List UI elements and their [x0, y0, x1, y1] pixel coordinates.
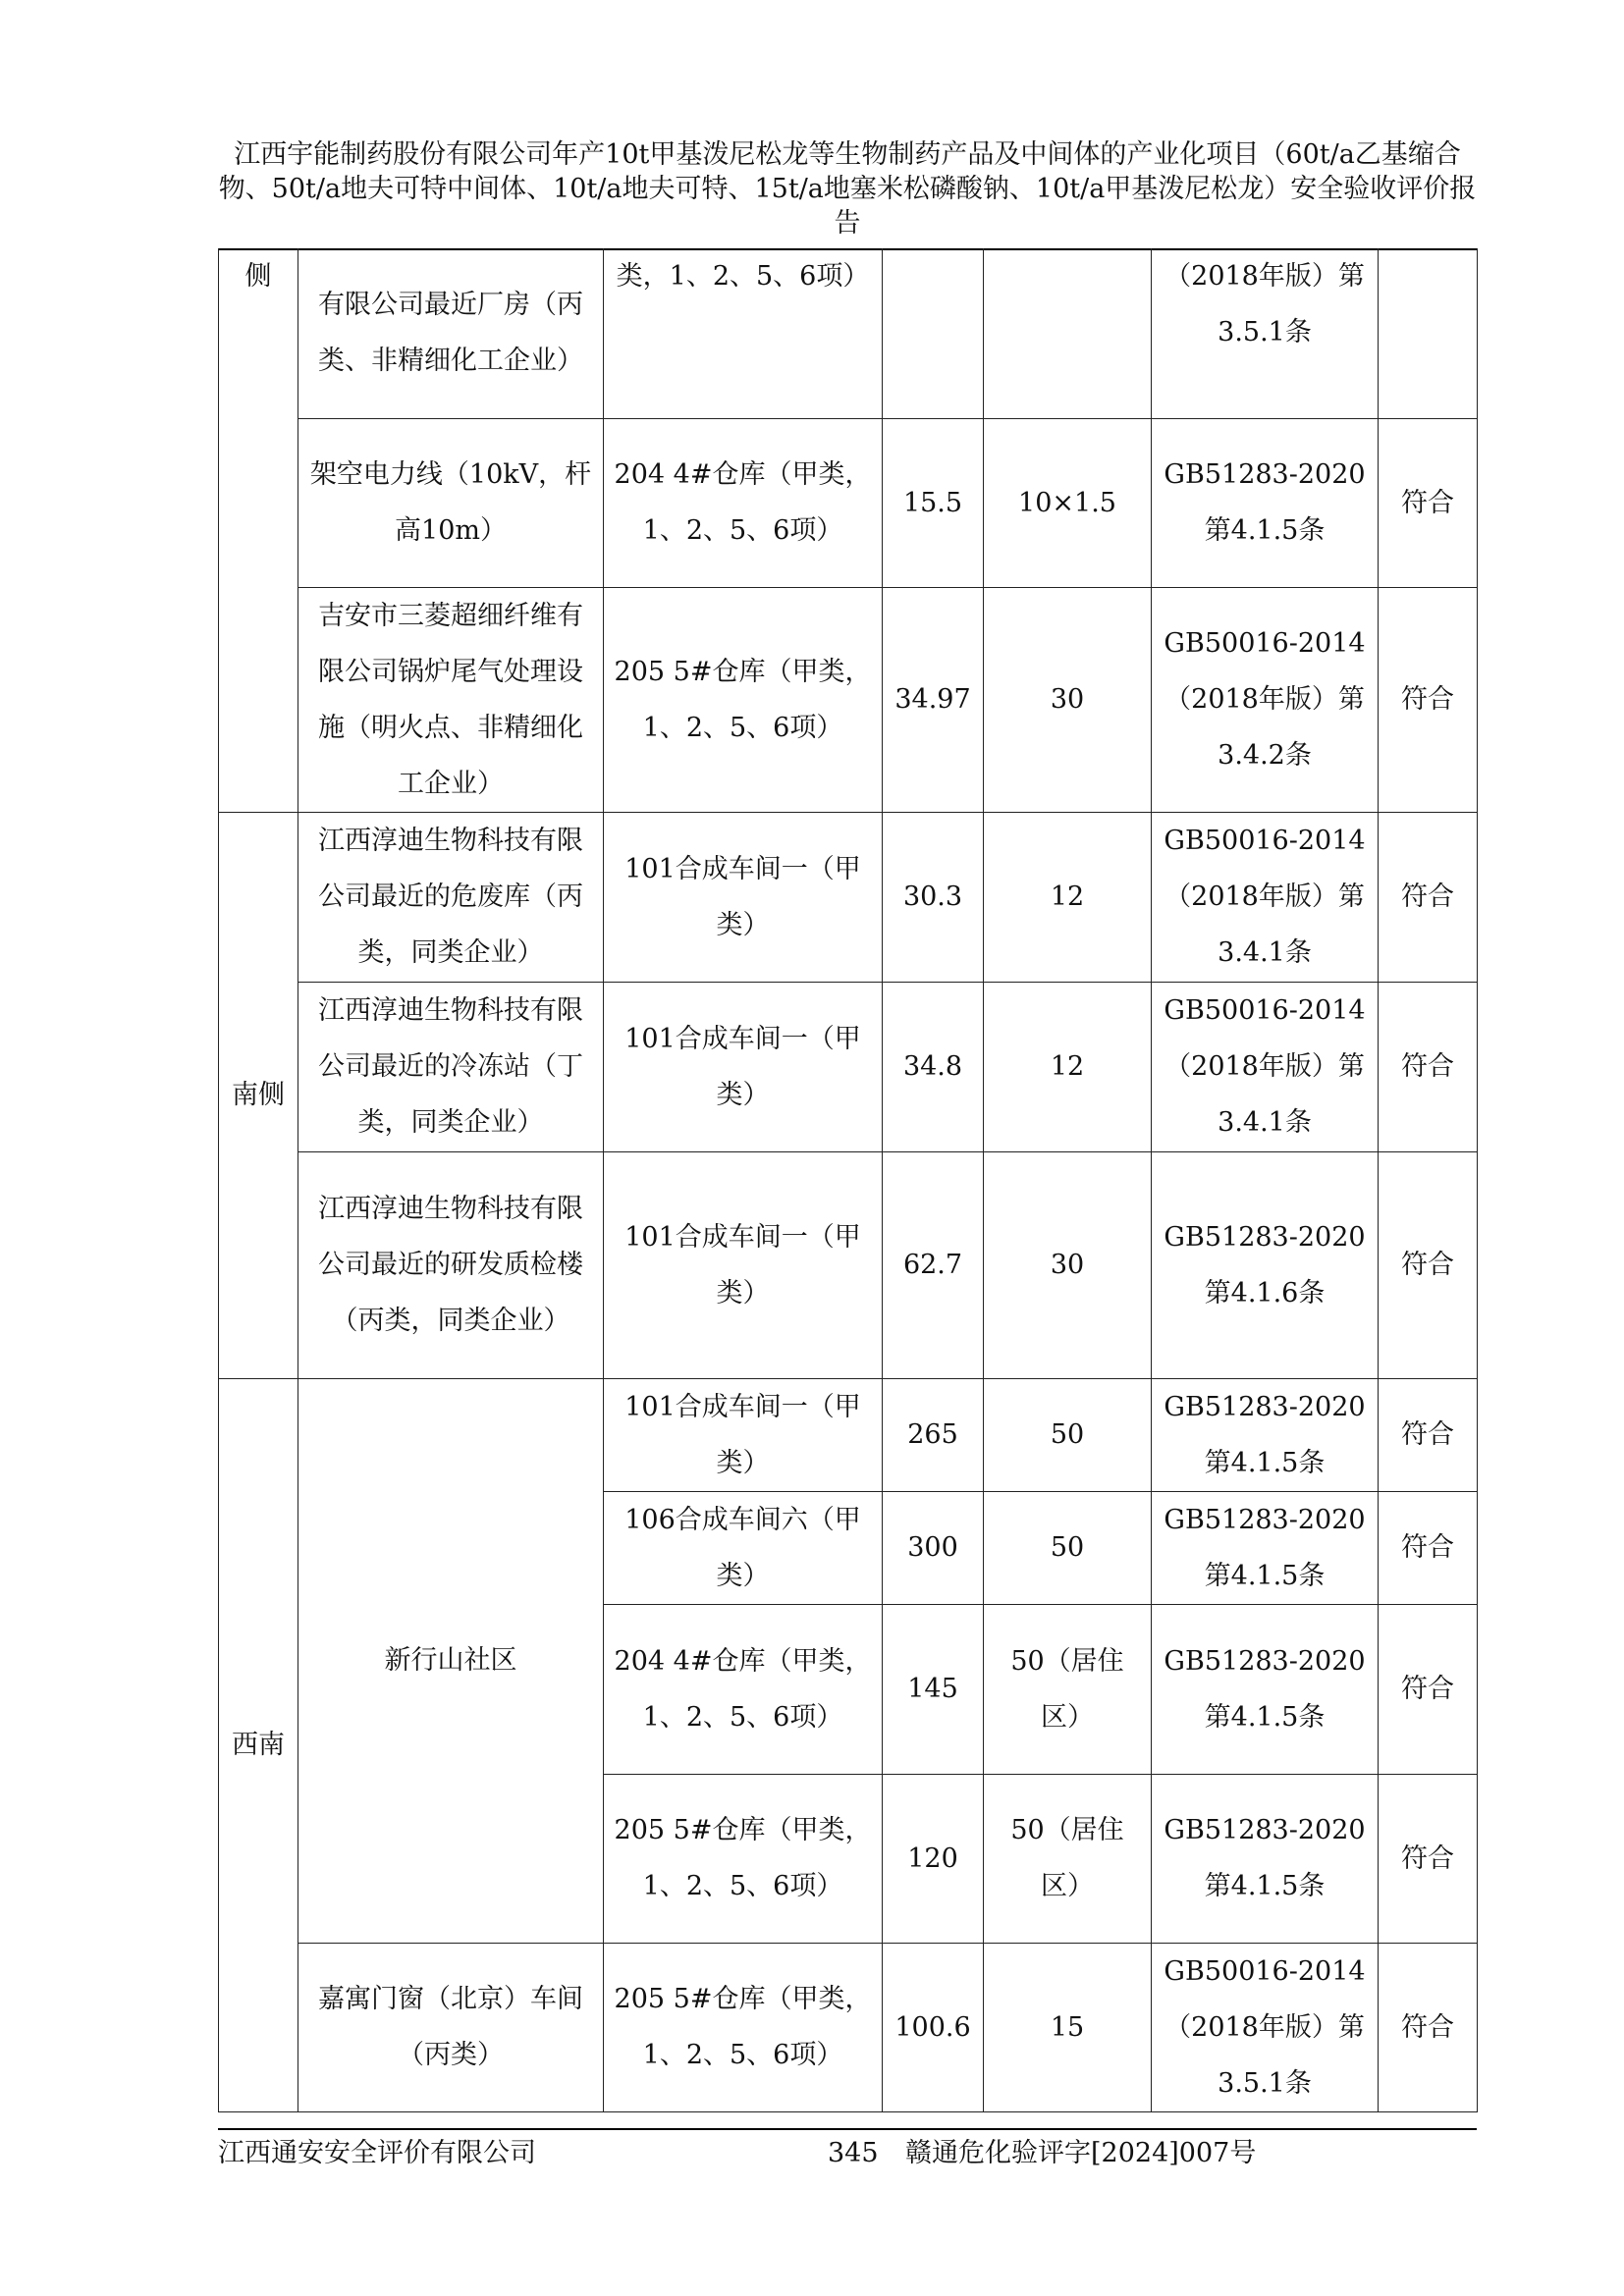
required-cell: 12	[984, 982, 1152, 1151]
required-cell: 12	[984, 812, 1152, 982]
basis-cell: GB50016-2014（2018年版）第3.4.1条	[1152, 812, 1379, 982]
actual-cell	[883, 248, 984, 418]
target-cell: 江西淳迪生物科技有限公司最近的冷冻站（丁类，同类企业）	[298, 982, 604, 1151]
table-row	[219, 248, 1478, 418]
actual-cell: 34.97	[883, 587, 984, 812]
target-cell: 吉安市三菱超细纤维有限公司锅炉尾气处理设施（明火点、非精细化工企业）	[298, 587, 604, 812]
required-cell: 50	[984, 1378, 1152, 1491]
actual-cell: 265	[883, 1378, 984, 1491]
required-cell	[984, 248, 1152, 418]
target-cell: 架空电力线（10kV，杆高10m）	[298, 418, 604, 587]
table-row	[219, 418, 1478, 587]
basis-cell: GB50016-2014（2018年版）第3.4.1条	[1152, 982, 1379, 1151]
actual-cell: 300	[883, 1491, 984, 1604]
basis-cell: GB50016-2014（2018年版）第3.4.2条	[1152, 587, 1379, 812]
actual-cell: 145	[883, 1604, 984, 1774]
actual-cell: 30.3	[883, 812, 984, 982]
basis-cell: GB51283-2020第4.1.5条	[1152, 1491, 1379, 1604]
basis-cell: GB50016-2014（2018年版）第3.5.1条	[1152, 1943, 1379, 2111]
actual-cell: 34.8	[883, 982, 984, 1151]
required-cell: 30	[984, 587, 1152, 812]
required-cell: 10×1.5	[984, 418, 1152, 587]
side-label: 南侧	[219, 812, 298, 1378]
community-cell: 新行山社区	[298, 1378, 604, 1943]
source-cell: 类，1、2、5、6项）	[604, 248, 883, 418]
required-cell: 50	[984, 1491, 1152, 1604]
source-cell: 101合成车间一（甲类）	[604, 812, 883, 982]
basis-cell: GB51283-2020第4.1.5条	[1152, 1604, 1379, 1774]
distance-table	[218, 248, 1478, 2112]
target-cell: 江西淳迪生物科技有限公司最近的危废库（丙类，同类企业）	[298, 812, 604, 982]
result-cell: 符合	[1379, 982, 1478, 1151]
table-row	[219, 1378, 1478, 1491]
required-cell: 15	[984, 1943, 1152, 2111]
page-header-title: 江西宇能制药股份有限公司年产10t甲基泼尼松龙等生物制药产品及中间体的产业化项目（60t/a乙基缩合物、50t/a地夫可特中间体、10t/a地夫可特、15t/a地塞米松磷酸钠、10t/a甲基泼尼松龙）安全验收评价报告	[218, 139, 1477, 239]
required-cell: 50（居住区）	[984, 1604, 1152, 1774]
required-cell: 50（居住区）	[984, 1774, 1152, 1943]
result-cell: 符合	[1379, 1604, 1478, 1774]
table-row	[219, 1943, 1478, 2111]
source-cell: 205 5#仓库（甲类，1、2、5、6项）	[604, 1943, 883, 2111]
basis-cell: GB51283-2020第4.1.5条	[1152, 418, 1379, 587]
side-label: 侧	[219, 248, 298, 812]
result-cell	[1379, 248, 1478, 418]
required-cell: 30	[984, 1151, 1152, 1378]
actual-cell: 100.6	[883, 1943, 984, 2111]
footer-doc-number: 赣通危化验评字[2024]007号	[905, 2138, 1257, 2168]
actual-cell: 120	[883, 1774, 984, 1943]
source-cell: 106合成车间六（甲类）	[604, 1491, 883, 1604]
actual-cell: 15.5	[883, 418, 984, 587]
table-row	[219, 982, 1478, 1151]
target-cell: 江西淳迪生物科技有限公司最近的研发质检楼（丙类，同类企业）	[298, 1151, 604, 1378]
basis-cell: GB51283-2020第4.1.5条	[1152, 1378, 1379, 1491]
result-cell: 符合	[1379, 587, 1478, 812]
result-cell: 符合	[1379, 1151, 1478, 1378]
footer-rule	[218, 2128, 1477, 2130]
result-cell: 符合	[1379, 812, 1478, 982]
page-number: 345	[828, 2138, 879, 2168]
result-cell: 符合	[1379, 1774, 1478, 1943]
actual-cell: 62.7	[883, 1151, 984, 1378]
source-cell: 101合成车间一（甲类）	[604, 1151, 883, 1378]
target-cell: 有限公司最近厂房（丙类、非精细化工企业）	[298, 248, 604, 418]
source-cell: 205 5#仓库（甲类，1、2、5、6项）	[604, 587, 883, 812]
source-cell: 101合成车间一（甲类）	[604, 982, 883, 1151]
table-row	[219, 1151, 1478, 1378]
basis-cell: GB51283-2020第4.1.5条	[1152, 1774, 1379, 1943]
result-cell: 符合	[1379, 418, 1478, 587]
source-cell: 204 4#仓库（甲类，1、2、5、6项）	[604, 418, 883, 587]
table-row	[219, 587, 1478, 812]
table-row	[219, 812, 1478, 982]
source-cell: 101合成车间一（甲类）	[604, 1378, 883, 1491]
side-label: 西南	[219, 1378, 298, 2111]
target-cell: 嘉寓门窗（北京）车间（丙类）	[298, 1943, 604, 2111]
footer-company: 江西通安安全评价有限公司	[218, 2138, 536, 2168]
basis-cell: GB51283-2020第4.1.6条	[1152, 1151, 1379, 1378]
basis-cell: （2018年版）第3.5.1条	[1152, 248, 1379, 418]
source-cell: 205 5#仓库（甲类，1、2、5、6项）	[604, 1774, 883, 1943]
result-cell: 符合	[1379, 1491, 1478, 1604]
result-cell: 符合	[1379, 1943, 1478, 2111]
source-cell: 204 4#仓库（甲类，1、2、5、6项）	[604, 1604, 883, 1774]
result-cell: 符合	[1379, 1378, 1478, 1491]
